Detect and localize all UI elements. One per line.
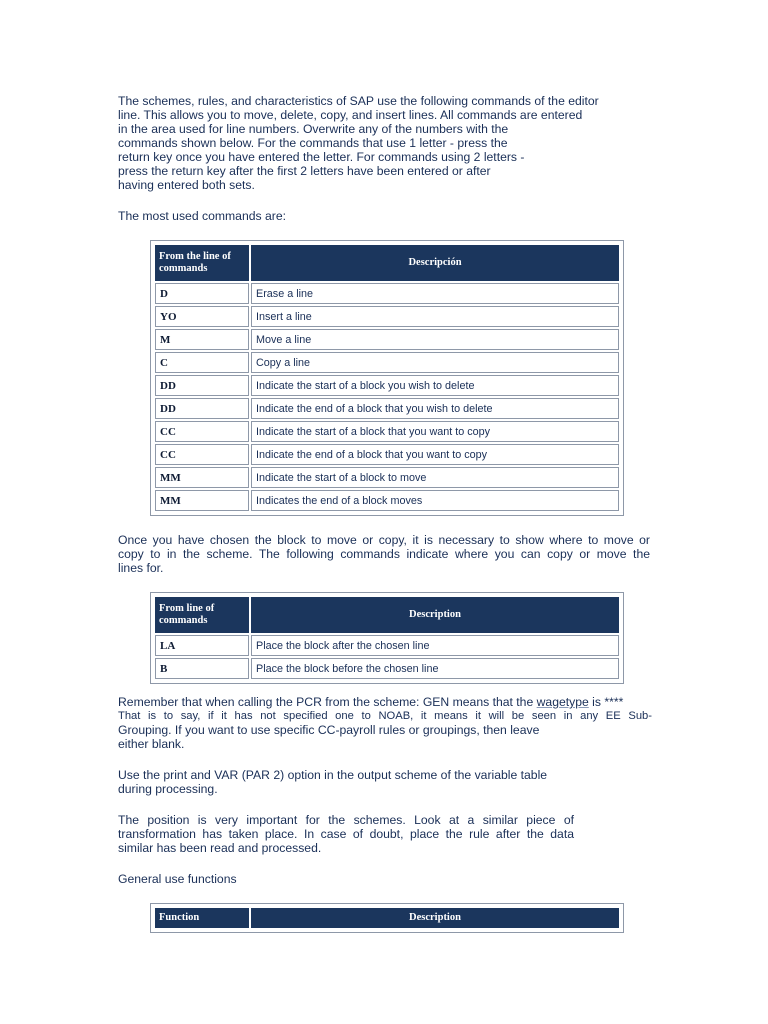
intro-line: having entered both sets. — [118, 178, 255, 192]
column-header-function: Function — [155, 908, 249, 928]
table-row — [155, 635, 619, 656]
command-code: YO — [155, 306, 249, 327]
command-description: Insert a line — [251, 306, 619, 327]
general-use-heading: General use functions — [118, 872, 237, 886]
command-code: DD — [155, 375, 249, 396]
command-description: Indicate the start of a block you wish to delete — [251, 375, 619, 396]
position-line: The position is very important for the schemes. Look at a similar piece of — [118, 813, 574, 827]
wagetype-link[interactable]: wagetype — [536, 695, 589, 709]
remember-line: either blank. — [118, 737, 185, 751]
table-row — [155, 329, 619, 350]
position-paragraph — [118, 813, 574, 855]
table-row — [155, 283, 619, 304]
functions-table — [150, 903, 624, 933]
command-description: Indicate the start of a block to move — [251, 467, 619, 488]
intro-line: The schemes, rules, and characteristics of SAP use the following commands of the editor — [118, 94, 599, 108]
table-row — [155, 375, 619, 396]
commands-table — [150, 240, 624, 516]
print-var-line: during processing. — [118, 782, 218, 796]
command-code: C — [155, 352, 249, 373]
command-code: B — [155, 658, 249, 679]
block-move-line: Once you have chosen the block to move or copy, it is necessary to show where to move or — [118, 533, 650, 547]
command-code: CC — [155, 444, 249, 465]
command-code: M — [155, 329, 249, 350]
command-description: Move a line — [251, 329, 619, 350]
print-var-line: Use the print and VAR (PAR 2) option in the output scheme of the variable table — [118, 768, 548, 782]
intro-paragraph — [118, 94, 650, 192]
command-description: Indicate the start of a block that you want to copy — [251, 421, 619, 442]
table-header-row — [155, 245, 619, 281]
remember-text: is **** — [588, 695, 624, 709]
column-header-commands: From the line of commands — [155, 245, 249, 281]
remember-line — [118, 695, 652, 709]
commands-table-grid — [153, 243, 621, 513]
block-move-line: lines for. — [118, 561, 164, 575]
print-var-paragraph — [118, 768, 547, 796]
command-code: DD — [155, 398, 249, 419]
intro-line: press the return key after the first 2 letters have been entered or after — [118, 164, 491, 178]
intro-line: commands shown below. For the commands that use 1 letter - press the — [118, 136, 508, 150]
table-header-row — [155, 597, 619, 633]
table-row — [155, 306, 619, 327]
command-code: MM — [155, 467, 249, 488]
table-row — [155, 490, 619, 511]
command-description: Erase a line — [251, 283, 619, 304]
placement-table-grid — [153, 595, 621, 681]
table-row — [155, 467, 619, 488]
intro-line: return key once you have entered the letter. For commands using 2 letters - — [118, 150, 525, 164]
position-line: transformation has taken place. In case of doubt, place the rule after the data — [118, 827, 574, 841]
remember-line: That is to say, if it has not specified one to NOAB, it means it will be seen in any EE Sub- — [118, 710, 652, 722]
command-description: Place the block before the chosen line — [251, 658, 619, 679]
command-description: Indicate the end of a block that you wish to delete — [251, 398, 619, 419]
command-code: CC — [155, 421, 249, 442]
intro-line: in the area used for line numbers. Overwrite any of the numbers with the — [118, 122, 509, 136]
position-line: similar has been read and processed. — [118, 841, 322, 855]
command-description: Place the block after the chosen line — [251, 635, 619, 656]
column-header-description: Description — [251, 597, 619, 633]
command-description: Copy a line — [251, 352, 619, 373]
remember-text: Remember that when calling the PCR from the scheme: GEN means that the — [118, 695, 537, 709]
command-description: Indicate the end of a block that you want to copy — [251, 444, 619, 465]
remember-line: Grouping. If you want to use specific CC-payroll rules or groupings, then leave — [118, 723, 540, 737]
functions-table-grid — [153, 906, 621, 930]
column-header-commands: From line of commands — [155, 597, 249, 633]
remember-paragraph — [118, 695, 652, 751]
table-row — [155, 421, 619, 442]
intro-line: line. This allows you to move, delete, copy, and insert lines. All commands are entered — [118, 108, 583, 122]
command-code: MM — [155, 490, 249, 511]
table-row — [155, 444, 619, 465]
table-header-row — [155, 908, 619, 928]
most-used-heading: The most used commands are: — [118, 209, 286, 223]
command-code: D — [155, 283, 249, 304]
block-move-paragraph — [118, 533, 650, 575]
placement-table — [150, 592, 624, 684]
column-header-description: Descripción — [251, 245, 619, 281]
table-row — [155, 398, 619, 419]
column-header-description: Description — [251, 908, 619, 928]
table-row — [155, 352, 619, 373]
command-description: Indicates the end of a block moves — [251, 490, 619, 511]
table-row — [155, 658, 619, 679]
command-code: LA — [155, 635, 249, 656]
block-move-line: copy to in the scheme. The following commands indicate where you can copy or move the — [118, 547, 650, 561]
